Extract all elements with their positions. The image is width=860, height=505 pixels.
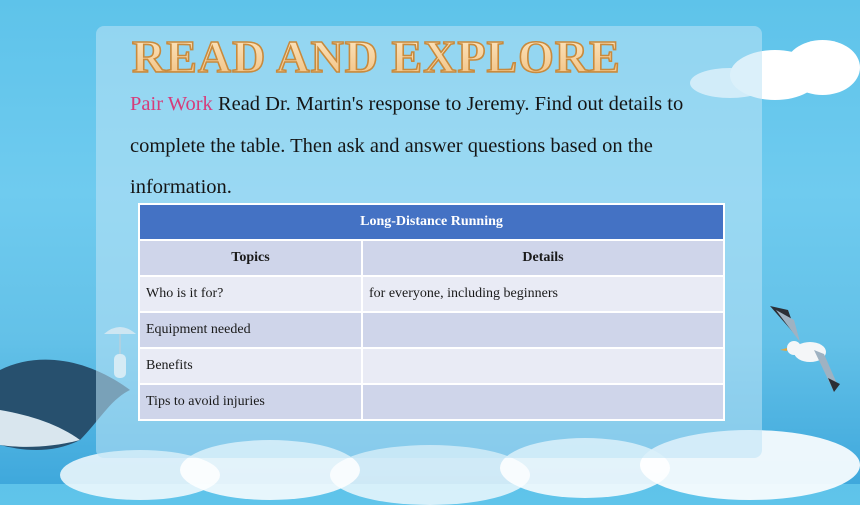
table-row: [139, 312, 724, 348]
table-row: [139, 276, 724, 312]
topic-cell: Benefits: [139, 348, 362, 384]
topic-cell: Who is it for?: [139, 276, 362, 312]
running-table: [138, 203, 725, 421]
detail-cell: [362, 384, 724, 420]
pair-work-label: Pair Work: [130, 93, 213, 115]
column-header-topics: Topics: [139, 240, 362, 276]
table-caption: Long-Distance Running: [139, 204, 724, 240]
column-header-details: Details: [362, 240, 724, 276]
detail-cell: [362, 312, 724, 348]
seagull-illustration: [768, 300, 848, 400]
slide-title: [132, 30, 652, 80]
detail-cell: for everyone, including beginners: [362, 276, 724, 312]
instructions: [130, 84, 750, 209]
topic-cell: Tips to avoid injuries: [139, 384, 362, 420]
instruction-text: Read Dr. Martin's response to Jeremy. Find out details to complete the table. Then ask and answer questions based on the information.: [130, 93, 684, 198]
table-row: [139, 348, 724, 384]
table-row: [139, 384, 724, 420]
topic-cell: Equipment needed: [139, 312, 362, 348]
slide-title-text: READ AND EXPLORE: [132, 31, 621, 82]
detail-cell: [362, 348, 724, 384]
